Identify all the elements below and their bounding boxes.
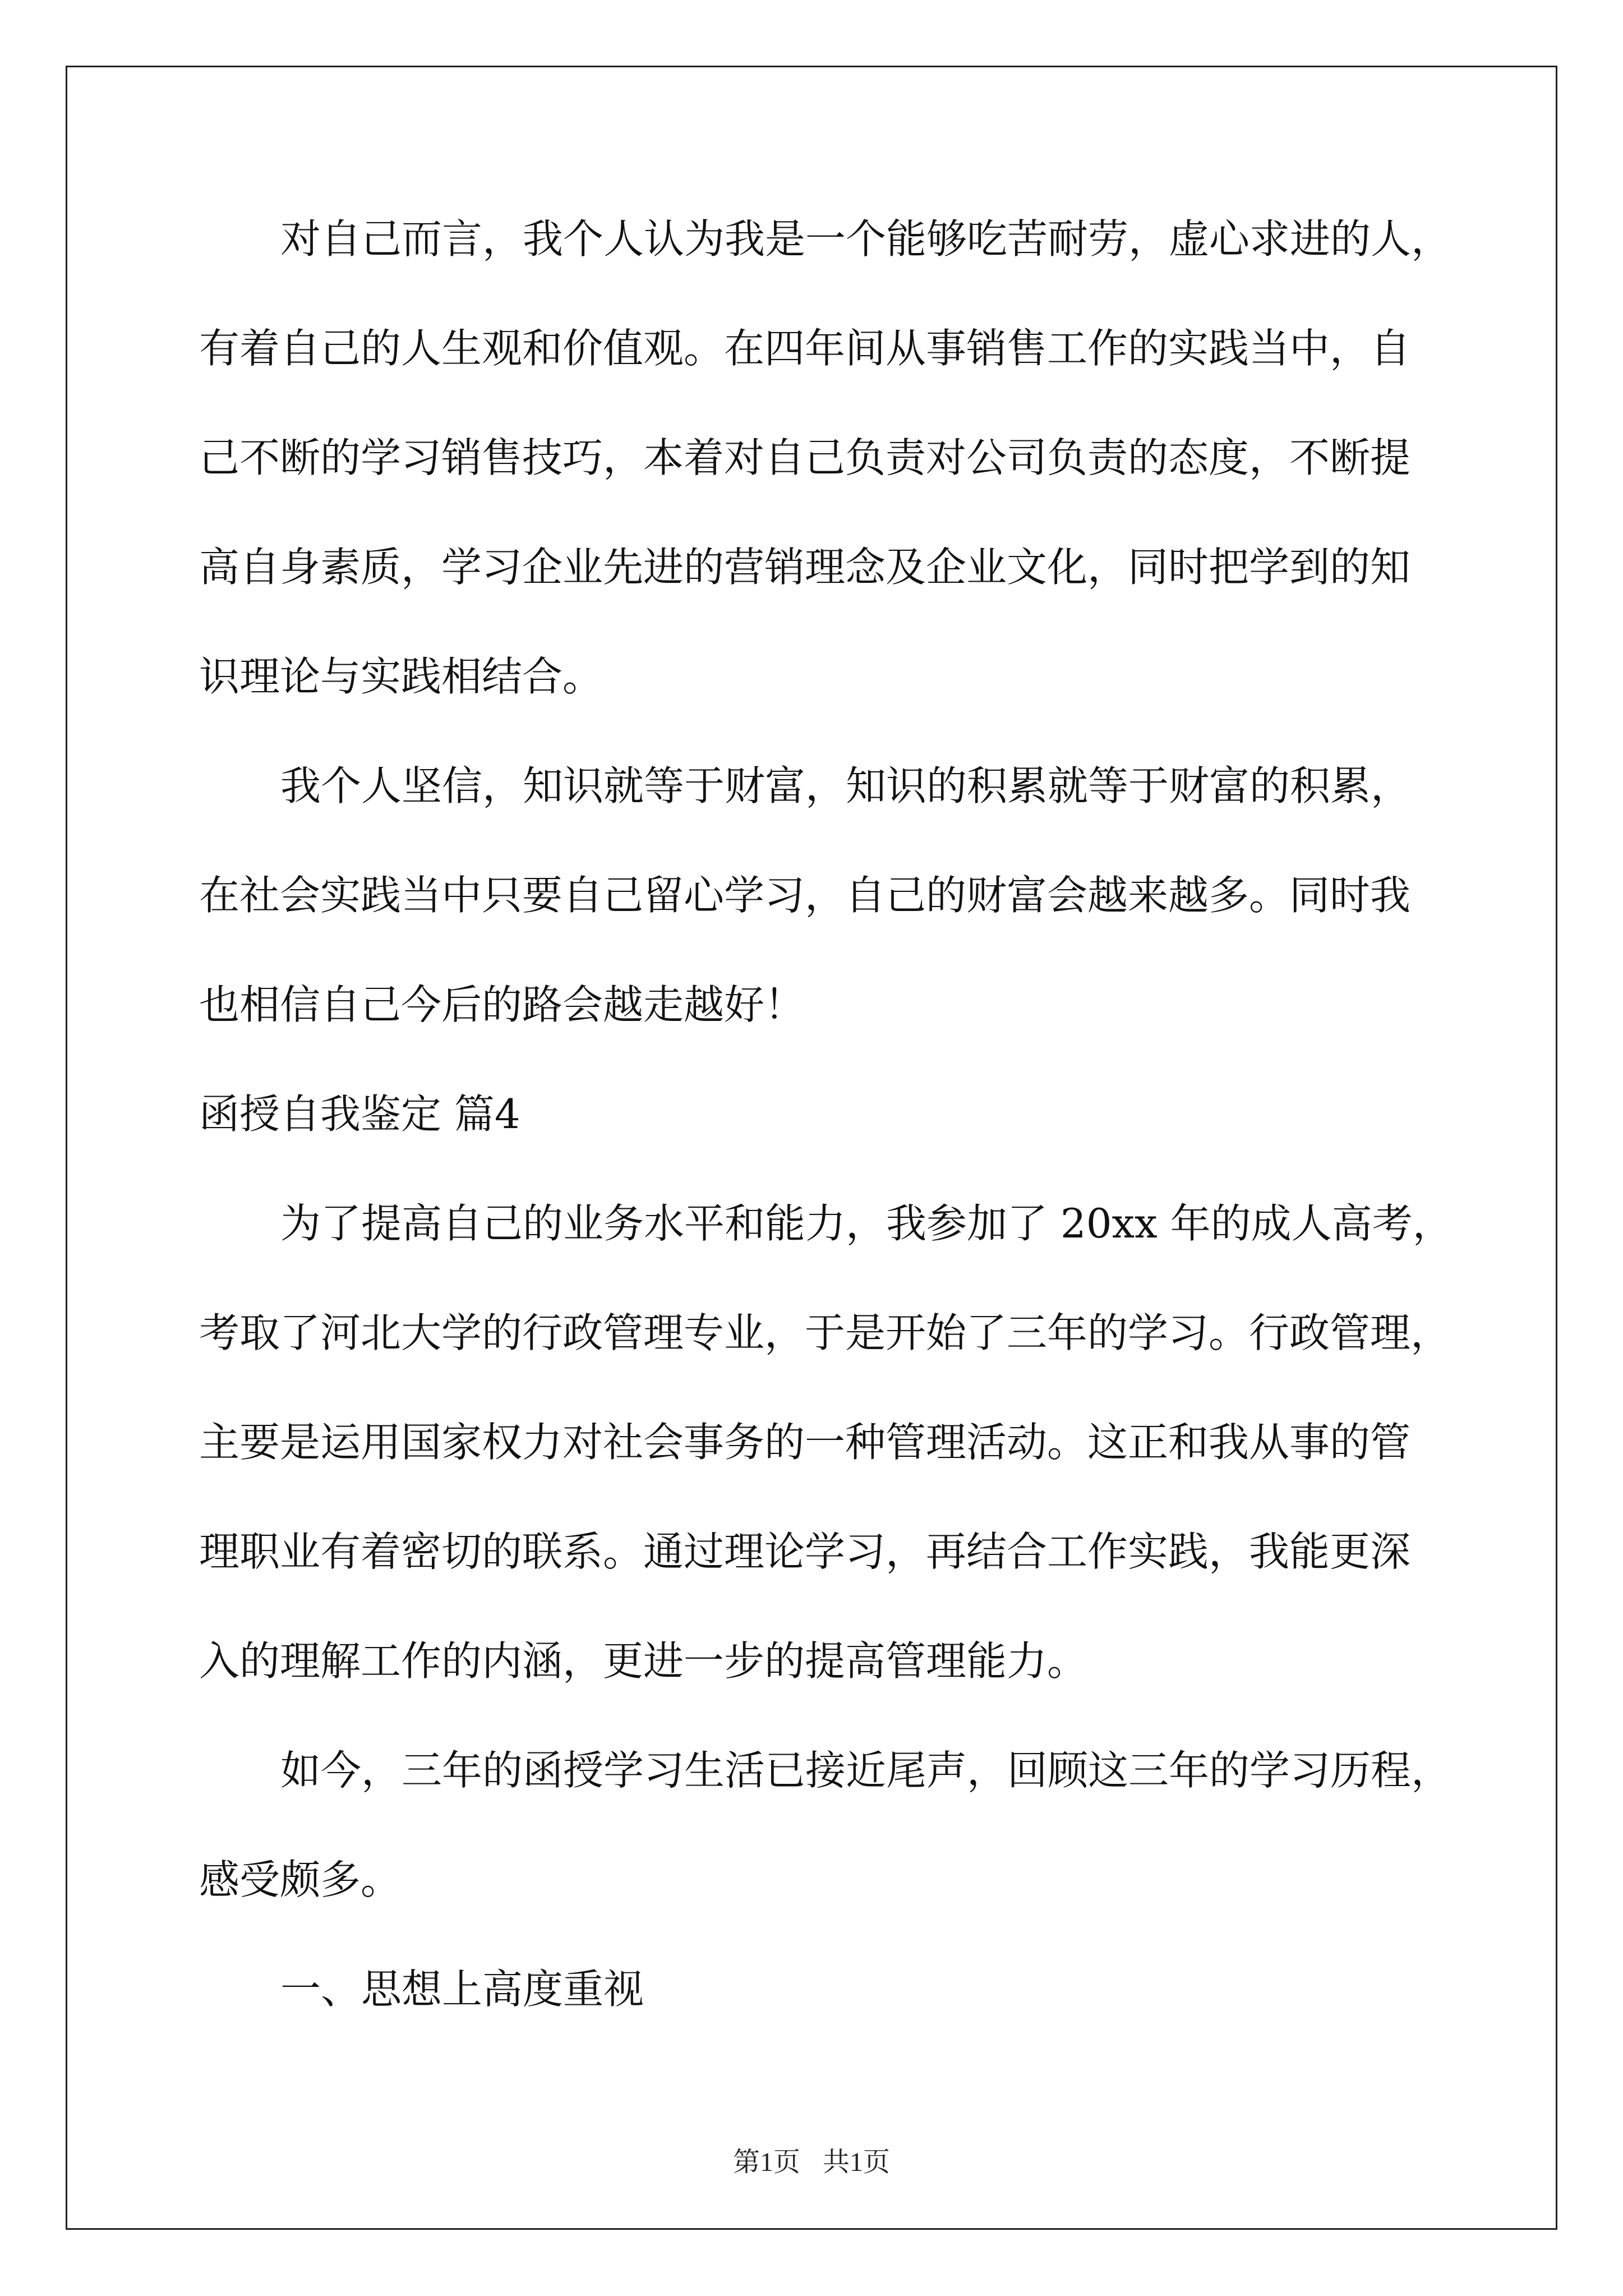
text-line: 在社会实践当中只要自己留心学习，自己的财富会越来越多。同时我 — [199, 872, 1411, 919]
text-line: 识理论与实践相结合。 — [199, 653, 603, 700]
text-line: 感受颇多。 — [199, 1856, 402, 1903]
text-line: 理职业有着密切的联系。通过理论学习，再结合工作实践，我能更深 — [199, 1528, 1411, 1575]
page-total: 共1页 — [823, 2147, 891, 2177]
text-line: 入的理解工作的内涵，更进一步的提高管理能力。 — [199, 1637, 1088, 1685]
text-line: 也相信自己今后的路会越走越好！ — [199, 981, 805, 1028]
section-heading: 函授自我鉴定 篇4 — [199, 1091, 520, 1138]
sub-heading: 一、思想上高度重视 — [280, 1966, 644, 2013]
text-line: 考取了河北大学的行政管理专业，于是开始了三年的学习。行政管理， — [199, 1309, 1451, 1356]
text-line: 我个人坚信，知识就等于财富，知识的积累就等于财富的积累， — [280, 762, 1412, 809]
text-line: 有着自己的人生观和价值观。在四年间从事销售工作的实践当中，自 — [199, 325, 1411, 372]
page-footer — [0, 2140, 1623, 2179]
text-line: 如今，三年的函授学习生活已接近尾声，回顾这三年的学习历程， — [280, 1747, 1452, 1794]
text-line: 高自身素质，学习企业先进的营销理念及企业文化，同时把学到的知 — [199, 544, 1411, 591]
text-line: 主要是运用国家权力对社会事务的一种管理活动。这正和我从事的管 — [199, 1419, 1411, 1466]
text-line: 为了提高自己的业务水平和能力，我参加了 20xx 年的成人高考， — [280, 1200, 1453, 1247]
text-line: 对自己而言，我个人认为我是一个能够吃苦耐劳，虚心求进的人， — [280, 215, 1452, 263]
page-number: 第1页 — [732, 2147, 800, 2177]
document-body — [199, 215, 1453, 2078]
text-line: 己不断的学习销售技巧，本着对自己负责对公司负责的态度，不断提 — [199, 434, 1411, 481]
